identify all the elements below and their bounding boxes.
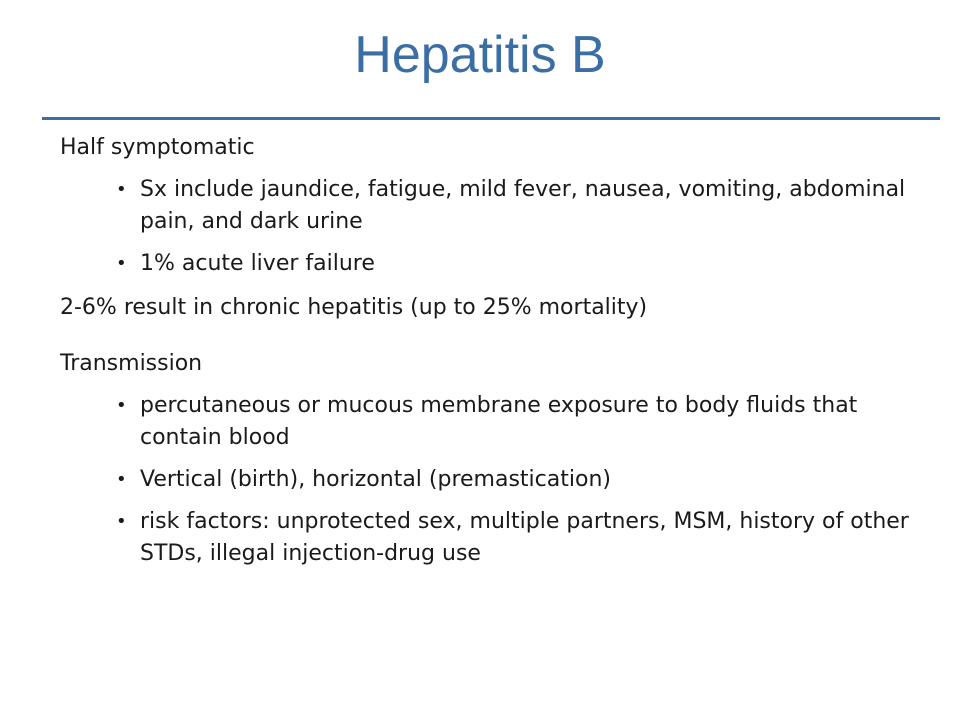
list-item xyxy=(60,174,920,238)
list-item xyxy=(60,248,920,280)
section-heading-half-symptomatic: Half symptomatic xyxy=(60,135,255,160)
slide-title: Hepatitis B xyxy=(354,26,606,84)
slide-body xyxy=(60,132,920,570)
bullet-icon: • xyxy=(116,179,127,200)
bullet-icon: • xyxy=(116,511,127,532)
bullet-icon: • xyxy=(116,469,127,490)
bullet-icon: • xyxy=(116,395,127,416)
list-item xyxy=(60,506,920,570)
bullet-list-symptoms xyxy=(60,174,920,280)
title-divider xyxy=(42,117,940,120)
list-item-text: 1% acute liver failure xyxy=(140,251,375,276)
list-item-text: risk factors: unprotected sex, multiple partners, MSM, history of other STDs, illegal injection-drug use xyxy=(140,509,909,566)
list-item-text: Vertical (birth), horizontal (premastication) xyxy=(140,467,611,492)
list-item xyxy=(60,464,920,496)
section-heading-chronic: 2-6% result in chronic hepatitis (up to 25% mortality) xyxy=(60,295,648,320)
list-item-text: Sx include jaundice, fatigue, mild fever, nausea, vomiting, abdominal pain, and dark urine xyxy=(140,177,906,234)
list-item xyxy=(60,390,920,454)
section-heading-transmission: Transmission xyxy=(60,351,203,376)
list-item-text: percutaneous or mucous membrane exposure to body fluids that contain blood xyxy=(140,393,858,450)
bullet-list-transmission xyxy=(60,390,920,570)
bullet-icon: • xyxy=(116,253,127,274)
